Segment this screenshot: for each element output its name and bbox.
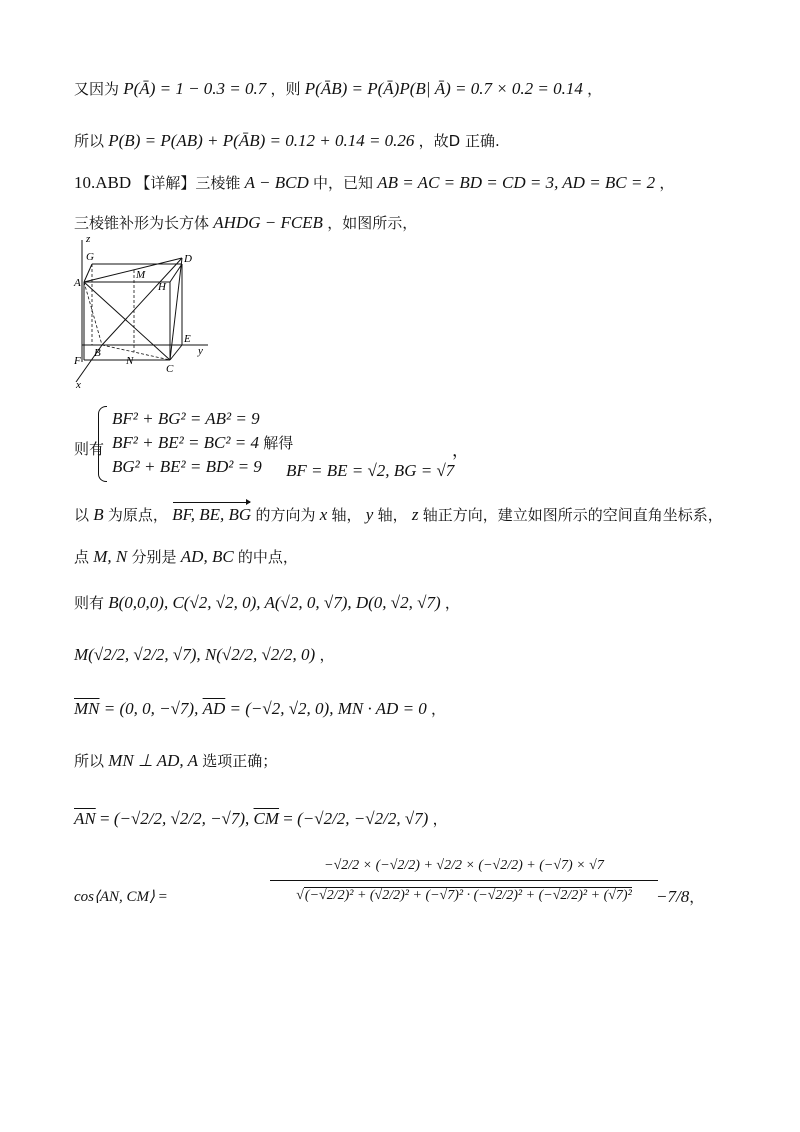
- mn-coords-line: M(√2/2, √2/2, √7), N(√2/2, √2/2, 0) ，: [74, 645, 335, 664]
- cos-denominator: √(−√2/2)² + (√2/2)² + (−√7)² · (−√2/2)² + (−√2/2)² + (√7)²: [296, 888, 632, 903]
- midpoint-line: 点 M, N 分别是 AD, BC 的中点，: [74, 547, 298, 566]
- line1-mid: ，则: [270, 80, 301, 98]
- perp-line: 所以 MN ⊥ AD, A 选项正确；: [74, 751, 278, 770]
- detail-tag: 【详解】三棱锥: [135, 174, 241, 192]
- label-c: C: [166, 363, 174, 375]
- text-line-2: [74, 130, 500, 152]
- text-line-1: [74, 78, 602, 100]
- line3-mid: 中，已知: [312, 174, 373, 192]
- label-m: M: [136, 269, 146, 281]
- text-line-4: [74, 212, 417, 234]
- line1-prefix: 又因为: [74, 80, 120, 98]
- system-suffix: ，: [452, 441, 469, 460]
- points-line: 则有 B(0,0,0), C(√2, √2, 0), A(√2, 0, √7), D(0, √2, √7) ，: [74, 593, 460, 612]
- label-n: N: [126, 355, 134, 367]
- basis-vectors: BF, BE, BG: [172, 505, 252, 524]
- cos-numerator: −√2/2 × (−√2/2) + √2/2 × (−√2/2) + (−√7) × √7: [270, 858, 658, 881]
- vector-an-cm-line: $\overline{AN} = (-√2/2$, √2/2, −√7), $\overline{CM} = (-√2/2$, −√2/2, √7) ，: [74, 809, 448, 828]
- label-z: z: [86, 233, 91, 245]
- cuboid-name: AHDG − FCEB: [213, 213, 323, 232]
- label-x: x: [76, 379, 81, 390]
- label-d: D: [184, 253, 192, 265]
- vector-mn-ad-line: $\overline{MN} = (0$, 0, −√7), $\overline{AD} = (-√2$, √2, 0), MN · AD = 0 ，: [74, 699, 447, 718]
- given-lengths: AB = AC = BD = CD = 3, AD = BC = 2: [377, 173, 656, 192]
- label-e: E: [184, 333, 191, 345]
- system-prefix: 则有: [74, 440, 105, 458]
- label-f: F: [74, 355, 81, 367]
- cos-lhs: cos⟨AN, CM⟩ =: [74, 889, 168, 905]
- line1-eq2: P(ĀB) = P(Ā)P(B| Ā) = 0.7 × 0.2 = 0.14: [304, 79, 583, 98]
- cos-fraction: [270, 858, 658, 904]
- system-result: BF = BE = √2, BG = √7: [286, 461, 455, 480]
- system-brace: [98, 406, 107, 482]
- label-b: B: [94, 347, 101, 359]
- coord-line: 以 B 为原点， BF, BE, BG 的方向为 x 轴， y 轴， z 轴正方向，建立如图所示的空间直角坐标系，: [74, 505, 723, 524]
- system-eq1: BF² + BG² = AB² = 9: [112, 409, 260, 428]
- label-g: G: [86, 251, 94, 263]
- label-h: H: [158, 281, 166, 293]
- system-eq2: BF² + BE² = BC² = 4 解得: [112, 433, 294, 452]
- question-number: 10.ABD: [74, 173, 132, 192]
- label-y: y: [198, 345, 203, 357]
- line1-eq1: P(Ā) = 1 − 0.3 = 0.7: [123, 79, 267, 98]
- line3-suffix: ，: [659, 174, 675, 192]
- line2-suffix: ，故D 正确.: [418, 132, 500, 150]
- text-line-3: [74, 172, 674, 194]
- line1-suffix: ，: [587, 80, 603, 98]
- tetrahedron-name: A − BCD: [244, 173, 309, 192]
- system-eq3: BG² + BE² = BD² = 9: [112, 457, 262, 476]
- line2-prefix: 所以: [74, 132, 105, 150]
- line4-suffix: ，如图所示，: [327, 214, 418, 232]
- line2-eq: P(B) = P(AB) + P(ĀB) = 0.12 + 0.14 = 0.26: [108, 131, 415, 150]
- line4-text: 三棱锥补形为长方体: [74, 214, 210, 232]
- cuboid-figure: [66, 232, 216, 390]
- label-a: A: [74, 277, 81, 289]
- cos-result: −7/8，: [656, 887, 705, 906]
